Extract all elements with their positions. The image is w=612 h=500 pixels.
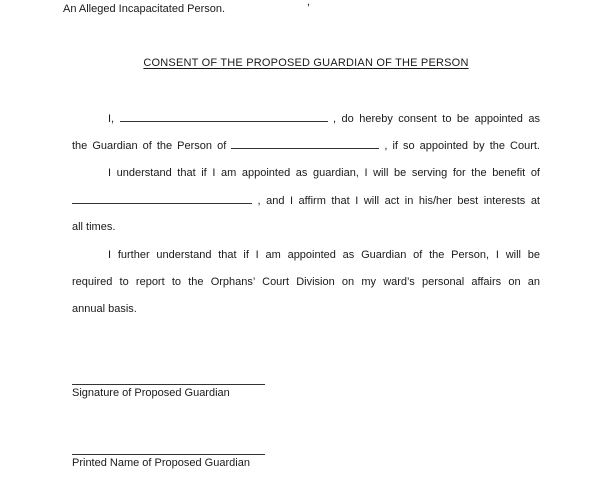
- paragraph-1-line-2: [72, 139, 540, 152]
- caption-comma: ,: [307, 0, 311, 8]
- paragraph-3-line-3: annual basis.: [72, 303, 137, 315]
- paragraph-1-text-start: I,: [108, 113, 115, 125]
- paragraph-3-line-1: I further understand that if I am appointed as Guardian of the Person, I will be: [108, 249, 540, 261]
- paragraph-2-line-3: all times.: [72, 221, 116, 233]
- signature-line[interactable]: [72, 384, 265, 385]
- signature-label: Signature of Proposed Guardian: [72, 387, 230, 399]
- document-title: CONSENT OF THE PROPOSED GUARDIAN OF THE PERSON: [143, 57, 469, 69]
- paragraph-2-line-2: [72, 194, 540, 207]
- paragraph-1-line-2-end: , if so appointed by the Court.: [384, 140, 540, 152]
- paragraph-2-line-1: I understand that if I am appointed as guardian, I will be serving for the benefit of: [108, 167, 540, 179]
- paragraph-1-line-2-start: the Guardian of the Person of: [72, 140, 227, 152]
- ward-name-blank[interactable]: [231, 139, 379, 149]
- printed-name-label: Printed Name of Proposed Guardian: [72, 457, 250, 469]
- beneficiary-name-blank[interactable]: [72, 194, 252, 204]
- paragraph-1-text-end: , do hereby consent to be appointed as: [333, 113, 540, 125]
- guardian-name-blank[interactable]: [120, 112, 328, 122]
- printed-name-line[interactable]: [72, 454, 265, 455]
- caption-label: An Alleged Incapacitated Person.: [63, 3, 226, 15]
- paragraph-3-line-2: required to report to the Orphans’ Court Division on my ward’s personal affairs on an: [72, 276, 540, 288]
- paragraph-2-line-2-end: , and I affirm that I will act in his/her best interests at: [257, 195, 540, 207]
- paragraph-1-line-1: [108, 112, 540, 125]
